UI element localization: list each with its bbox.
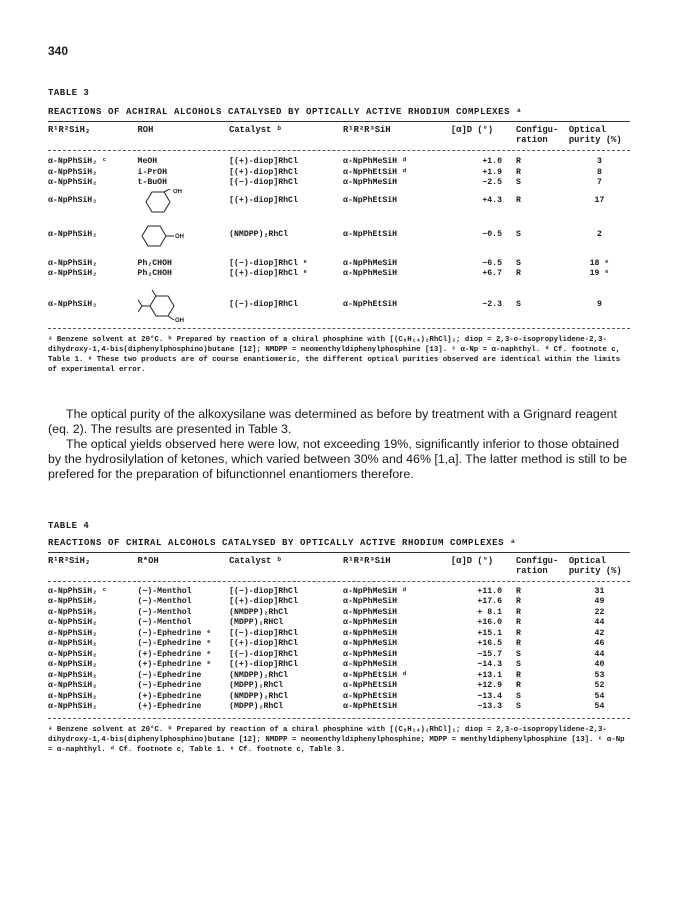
alcohol-cell: t-BuOH <box>137 178 168 187</box>
catalyst-cell: [(+)-diop]RhCl <box>229 597 298 607</box>
paragraph: The optical purity of the alkoxysilane was determined as before by treatment with a Grignard reagent (eq. 2). The results are presented in Table 3. <box>48 406 617 436</box>
alcohol-cell: (+)-Ephedrine <box>137 702 202 712</box>
rotation-cell: +11.0 <box>477 586 502 596</box>
configuration-cell: S <box>516 178 521 187</box>
purity-cell: 53 <box>594 670 605 680</box>
catalyst-cell: [(−)-diop]RhCl <box>229 649 298 659</box>
table-row <box>48 157 630 168</box>
silane-cell: α-NpPhSiH₂ <box>48 178 98 187</box>
catalyst-cell: (NMDPP)₂RhCl <box>229 691 289 701</box>
menthol-structure-icon <box>138 290 198 322</box>
purity-cell: 31 <box>594 586 605 596</box>
product-cell: α-NpPhMeSiH <box>343 639 398 649</box>
configuration-cell: S <box>516 300 521 310</box>
table-row <box>48 259 630 270</box>
table-row <box>48 629 630 640</box>
alcohol-cell: (−)-Menthol <box>137 586 192 596</box>
table4 <box>48 553 630 718</box>
body-text <box>48 407 630 483</box>
catalyst-cell: [(+)-diop]RhCl <box>229 196 298 206</box>
catalyst-cell: (MDPP)₂RHCl <box>229 618 284 628</box>
catalyst-cell: (NMDPP)₂RhCl <box>229 670 289 680</box>
product-cell: α-NpPhEtSiH <box>343 702 398 712</box>
table-row <box>48 639 630 650</box>
configuration-cell: S <box>516 230 521 240</box>
silane-cell: α-NpPhSiH₂ <box>48 660 98 670</box>
purity-cell: 52 <box>594 681 605 691</box>
product-cell: α-NpPhMeSiH <box>343 178 398 187</box>
configuration-cell: R <box>516 681 521 691</box>
cyclohexyl-oh-structure-icon <box>138 223 198 249</box>
purity-cell: 54 <box>594 691 605 701</box>
product-cell: α-NpPhMeSiH <box>343 628 398 638</box>
purity-cell: 18 ᵉ <box>589 258 610 268</box>
rotation-cell: −0.5 <box>482 230 502 240</box>
silane-cell: α-NpPhSiH₂ ᶜ <box>48 157 107 166</box>
purity-cell: 9 <box>596 300 602 310</box>
catalyst-cell: [(+)-diop]RhCl <box>229 157 298 166</box>
silane-cell: α-NpPhSiH₂ <box>48 167 98 177</box>
purity-cell: 49 <box>594 597 605 607</box>
page <box>48 44 630 755</box>
catalyst-cell: (MDPP)₂RhCl <box>229 681 284 691</box>
silane-cell: α-NpPhSiH₂ <box>48 269 98 278</box>
rotation-cell: −2.3 <box>482 300 502 310</box>
rotation-cell: +15.1 <box>477 628 502 638</box>
configuration-cell: S <box>516 649 521 659</box>
rotation-cell: −14.3 <box>477 660 502 670</box>
alcohol-structure-cell <box>138 290 230 322</box>
purity-cell: 7 <box>596 178 602 187</box>
configuration-cell: S <box>516 258 521 268</box>
silane-cell: α-NpPhSiH₂ <box>48 597 98 607</box>
alcohol-cell: i-PrOH <box>137 167 168 177</box>
product-cell: α-NpPhMeSiH ᵈ <box>343 586 407 596</box>
silane-cell: α-NpPhSiH₂ <box>48 300 98 310</box>
product-cell: α-NpPhEtSiH ᵈ <box>343 670 407 680</box>
rotation-cell: + 8.1 <box>477 607 502 617</box>
silane-cell: α-NpPhSiH₂ <box>48 258 98 268</box>
table4-header-rotation: [α]D (°) <box>450 555 494 566</box>
table4-header-alcohol: R*OH <box>137 555 159 566</box>
catalyst-cell: (NMDPP)₂RhCl <box>229 607 289 617</box>
configuration-cell: R <box>516 607 521 617</box>
alcohol-structure-cell <box>138 223 230 249</box>
rotation-cell: −13.3 <box>477 702 502 712</box>
table4-header-product: R¹R²R³SiH <box>343 555 391 566</box>
alcohol-cell: (−)-Ephedrine <box>137 670 202 680</box>
table-row <box>48 597 630 608</box>
svg-text:OH: OH <box>174 233 184 240</box>
silane-cell: α-NpPhSiH₂ <box>48 691 98 701</box>
catalyst-cell: [(−)-diop]RhCl <box>229 178 298 187</box>
configuration-cell: R <box>516 196 521 206</box>
table-row <box>48 189 630 215</box>
silane-cell: α-NpPhSiH₂ ᶜ <box>48 586 107 596</box>
product-cell: α-NpPhMeSiH <box>343 597 398 607</box>
rotation-cell: +1.9 <box>482 167 502 177</box>
table4-label: TABLE 4 <box>48 520 90 531</box>
configuration-cell: R <box>516 157 521 166</box>
rotation-cell: +12.9 <box>477 681 502 691</box>
catalyst-cell: [(−)-diop]RhCl ᵉ <box>229 258 308 268</box>
product-cell: α-NpPhMeSiH <box>343 649 398 659</box>
purity-cell: 19 ᵉ <box>589 269 610 278</box>
table4-header-configuration: Configu-ration <box>516 555 559 576</box>
silane-cell: α-NpPhSiH₂ <box>48 618 98 628</box>
purity-cell: 54 <box>594 702 605 712</box>
purity-cell: 22 <box>594 607 605 617</box>
catalyst-cell: [(+)-diop]RhCl <box>229 167 298 177</box>
alcohol-cell: (−)-Ephedrine ᵉ <box>137 639 212 649</box>
table3-header-alcohol: ROH <box>137 125 154 135</box>
table-row <box>48 269 630 280</box>
table4-header-catalyst: Catalyst ᵇ <box>229 555 282 566</box>
rotation-cell: +1.0 <box>482 157 502 166</box>
alcohol-cell: (−)-Menthol <box>137 618 192 628</box>
product-cell: α-NpPhEtSiH <box>343 230 398 240</box>
catalyst-cell: [(−)-diop]RhCl <box>229 300 298 310</box>
purity-cell: 42 <box>594 628 605 638</box>
alcohol-cell: Ph₂CHOH <box>137 269 172 278</box>
configuration-cell: S <box>516 660 521 670</box>
catalyst-cell: [(−)-diop]RhCl <box>229 628 298 638</box>
product-cell: α-NpPhEtSiH <box>343 691 398 701</box>
purity-cell: 40 <box>594 660 605 670</box>
table-row <box>48 681 630 692</box>
alcohol-cell: Ph₂CHOH <box>137 258 172 268</box>
configuration-cell: R <box>516 269 521 278</box>
table4-header-silane: R¹R²SiH₂ <box>48 555 91 566</box>
configuration-cell: R <box>516 618 521 628</box>
catalyst-cell: (NMDPP)₂RhCl <box>229 230 289 240</box>
silane-cell: α-NpPhSiH₂ <box>48 702 98 712</box>
configuration-cell: R <box>516 597 521 607</box>
page-number: 340 <box>48 44 69 58</box>
table-row <box>48 290 630 322</box>
alcohol-cell: (−)-Menthol <box>137 597 192 607</box>
alcohol-cell: (+)-Ephedrine ᵉ <box>137 660 212 670</box>
alcohol-cell: (+)-Ephedrine ᵉ <box>137 649 212 659</box>
rotation-cell: +16.5 <box>477 639 502 649</box>
alcohol-cell: (+)-Ephedrine <box>137 691 202 701</box>
alcohol-structure-cell <box>138 189 230 215</box>
silane-cell: α-NpPhSiH₂ <box>48 649 98 659</box>
table-row <box>48 168 630 179</box>
table-row <box>48 650 630 661</box>
catalyst-cell: [(+)-diop]RhCl <box>229 660 298 670</box>
purity-cell: 44 <box>594 618 605 628</box>
product-cell: α-NpPhEtSiH <box>343 681 398 691</box>
catalyst-cell: [(+)-diop]RhCl <box>229 639 298 649</box>
catalyst-cell: (MDPP)₂RhCl <box>229 702 284 712</box>
product-cell: α-NpPhEtSiH ᵈ <box>343 167 407 177</box>
alcohol-cell: MeOH <box>137 157 158 166</box>
purity-cell: 3 <box>596 157 602 166</box>
table4-title: REACTIONS OF CHIRAL ALCOHOLS CATALYSED BY OPTICALLY ACTIVE RHODIUM COMPLEXES ᵃ <box>48 537 517 548</box>
rotation-cell: −2.5 <box>482 178 502 187</box>
table3-header-rotation: [α]D (°) <box>450 125 494 135</box>
rotation-cell: −15.7 <box>477 649 502 659</box>
configuration-cell: S <box>516 691 521 701</box>
rotation-cell: +16.0 <box>477 618 502 628</box>
table3-header-configuration: Configu-ration <box>516 125 559 145</box>
silane-cell: α-NpPhSiH₂ <box>48 607 98 617</box>
alcohol-cell: (−)-Ephedrine <box>137 681 202 691</box>
table3-footnote: ᵃ Benzene solvent at 20°C. ᵇ Prepared by reaction of a chiral phosphine with [(C₈H₁₄)₂RhCl]₂; diop = 2,3-o-isopropylidene-2,3-dihydroxy-1,4-bis(diphenylphosphino)butane [12]; NMDPP = neomenthyldiphenylphosphine [13]. ᶜ α-Np = α-naphthyl. ᵈ Cf. footnote c, Table 1. ᵉ These two products are of course enantiomeric, the different optical purities observed are identical within the limits of experimental error. <box>48 335 621 374</box>
table-row <box>48 587 630 598</box>
configuration-cell: R <box>516 639 521 649</box>
product-cell: α-NpPhEtSiH <box>343 300 398 310</box>
rotation-cell: +17.6 <box>477 597 502 607</box>
rotation-cell: +4.3 <box>482 196 502 206</box>
product-cell: α-NpPhMeSiH <box>343 618 398 628</box>
table3-label: TABLE 3 <box>48 88 90 98</box>
paragraph: The optical yields observed here were low, not exceeding 19%, significantly inferior to those obtained by the hydrosilylation of ketones, which varied between 30% and 46% [1,a]. The latter method is still to be prefered for the preparation of bifunctionnel enantiomers therefore. <box>48 436 628 482</box>
cyclohexanol-structure-icon <box>138 189 192 215</box>
svg-text:OH: OH <box>172 188 182 195</box>
table4-footnote: ᵃ Benzene solvent at 20°C. ᵇ Prepared by reaction of a chiral phosphine with [(C₈H₁₄)₂RhCl]₂; diop = 2,3-o-isopropylidene-2,3-dihydroxy-1,4-bis(diphenylphosphino)butane [12]; NMDPP = neomenthyldiphenylphosphine; MDPP = menthyldiphenylphosphine [13]. ᶜ α-Np = α-naphthyl. ᵈ Cf. footnote c, Table 1. ᵉ Cf. footnote c, Table 3. <box>48 725 625 754</box>
table-row <box>48 608 630 619</box>
table3-header-product: R¹R²R³SiH <box>343 125 391 135</box>
silane-cell: α-NpPhSiH₂ <box>48 628 98 638</box>
purity-cell: 2 <box>596 230 602 240</box>
configuration-cell: R <box>516 167 521 177</box>
configuration-cell: S <box>516 702 521 712</box>
purity-cell: 46 <box>594 639 605 649</box>
table-row <box>48 660 630 671</box>
alcohol-cell: (−)-Ephedrine ᵉ <box>137 628 212 638</box>
catalyst-cell: [(+)-diop]RhCl ᵉ <box>229 269 308 278</box>
rotation-cell: −13.4 <box>477 691 502 701</box>
silane-cell: α-NpPhSiH₂ <box>48 670 98 680</box>
silane-cell: α-NpPhSiH₂ <box>48 681 98 691</box>
configuration-cell: R <box>516 586 521 596</box>
table3 <box>48 122 630 328</box>
purity-cell: 8 <box>596 167 602 177</box>
rotation-cell: −6.5 <box>482 258 502 268</box>
product-cell: α-NpPhMeSiH <box>343 660 398 670</box>
silane-cell: α-NpPhSiH₂ <box>48 230 98 240</box>
table3-header-silane: R¹R²SiH₂ <box>48 125 91 135</box>
rotation-cell: +6.7 <box>482 269 502 278</box>
purity-cell: 44 <box>594 649 605 659</box>
table3-header-purity: Optical purity (%) <box>568 125 622 145</box>
table4-header-purity: Optical purity (%) <box>568 555 622 576</box>
table-row <box>48 223 630 249</box>
product-cell: α-NpPhMeSiH <box>343 269 398 278</box>
table-row <box>48 671 630 682</box>
silane-cell: α-NpPhSiH₂ <box>48 639 98 649</box>
product-cell: α-NpPhMeSiH ᵈ <box>343 157 407 166</box>
configuration-cell: R <box>516 628 521 638</box>
table3-header-catalyst: Catalyst ᵇ <box>229 125 282 135</box>
table-row <box>48 618 630 629</box>
catalyst-cell: [(−)-diop]RhCl <box>229 586 298 596</box>
silane-cell: α-NpPhSiH₂ <box>48 196 98 206</box>
table-row <box>48 692 630 703</box>
product-cell: α-NpPhMeSiH <box>343 258 398 268</box>
product-cell: α-NpPhMeSiH <box>343 607 398 617</box>
table-row <box>48 178 630 189</box>
alcohol-cell: (−)-Menthol <box>137 607 192 617</box>
product-cell: α-NpPhEtSiH <box>343 196 398 206</box>
purity-cell: 17 <box>594 196 605 206</box>
rotation-cell: +13.1 <box>477 670 502 680</box>
svg-text:OH: OH <box>174 317 184 322</box>
configuration-cell: R <box>516 670 521 680</box>
table3-title: REACTIONS OF ACHIRAL ALCOHOLS CATALYSED BY OPTICALLY ACTIVE RHODIUM COMPLEXES ᵃ <box>48 107 523 117</box>
table-row <box>48 702 630 713</box>
